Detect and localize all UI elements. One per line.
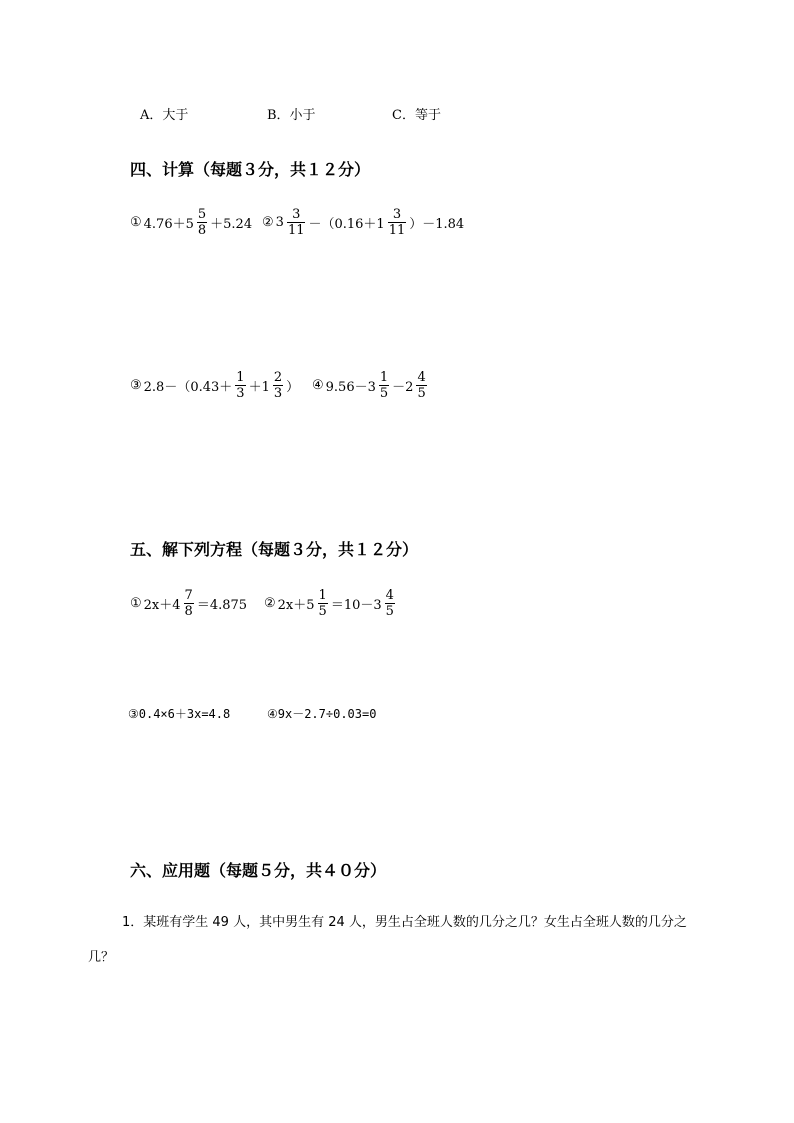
- numerator: 3: [292, 207, 301, 222]
- denominator: 8: [197, 223, 207, 238]
- fraction: [273, 371, 283, 400]
- denominator: 3: [273, 386, 283, 401]
- denominator: 5: [417, 386, 426, 401]
- numerator: 2: [273, 370, 283, 385]
- equation-2: [264, 589, 396, 618]
- expr-text: －（0.16＋1: [308, 217, 385, 232]
- denominator: 11: [388, 223, 406, 238]
- numerator: 1: [318, 588, 327, 603]
- numerator: 4: [385, 588, 394, 603]
- calc-problem-2: [262, 208, 466, 237]
- fraction: [385, 589, 395, 618]
- expr-text: 2.8－（0.43＋: [143, 380, 233, 395]
- equation-1: [130, 589, 249, 618]
- option-b: B．小于: [267, 108, 316, 123]
- calc-problem-4: [312, 371, 428, 400]
- fraction: [197, 208, 207, 237]
- section-6-title: 六、应用题（每题５分，共４０分）: [130, 861, 387, 880]
- fraction: [388, 208, 407, 237]
- section-5-title: 五、解下列方程（每题３分，共１２分）: [130, 540, 419, 559]
- denominator: 8: [184, 604, 193, 619]
- expr-text: －2: [392, 380, 414, 395]
- fraction: [318, 589, 328, 618]
- numerator: 1: [379, 370, 389, 385]
- equation-3: ③0.4×6＋3x=4.8: [128, 707, 231, 721]
- fraction: [379, 371, 389, 400]
- section-4-title: 四、计算（每题３分，共１２分）: [130, 160, 371, 179]
- fraction: [287, 208, 306, 237]
- problem-mark: ②: [262, 215, 274, 230]
- fraction: [416, 371, 426, 400]
- expr-text: ＝4.875: [196, 598, 248, 613]
- denominator: 5: [379, 386, 389, 401]
- denominator: 5: [318, 604, 327, 619]
- expr-text: ）－1.84: [409, 217, 465, 232]
- problem-mark: ③: [130, 378, 142, 393]
- expr-text: ＋1: [248, 380, 270, 395]
- numerator: 1: [236, 370, 245, 385]
- expr-text: 4.76＋5: [143, 217, 194, 232]
- problem-mark: ①: [130, 596, 142, 611]
- denominator: 3: [236, 386, 245, 401]
- fraction: [235, 371, 245, 400]
- calc-problem-3: [130, 371, 301, 400]
- equation-4: ④9x－2.7÷0.03=0: [267, 707, 377, 721]
- expr-text: 2x＋4: [143, 598, 181, 613]
- expr-text: 3: [275, 215, 284, 230]
- problem-mark: ②: [264, 596, 276, 611]
- numerator: 5: [197, 207, 207, 222]
- denominator: 5: [385, 604, 394, 619]
- calc-problem-1: [130, 208, 254, 237]
- numerator: 3: [392, 207, 402, 222]
- problem-mark: ①: [130, 215, 142, 230]
- expr-text: ＋5.24: [210, 217, 253, 232]
- expr-text: 9.56－3: [325, 380, 376, 395]
- denominator: 11: [287, 223, 305, 238]
- numerator: 4: [417, 370, 426, 385]
- word-problem-1: 1．某班有学生 49 人，其中男生有 24 人，男生占全班人数的几分之几？女生占全班人数的几分之几？: [88, 915, 687, 965]
- expr-text: ）: [286, 380, 300, 395]
- problem-mark: ④: [312, 378, 324, 393]
- expr-text: 2x＋5: [277, 598, 315, 613]
- option-a: A．大于: [140, 108, 189, 123]
- expr-text: ＝10－3: [330, 598, 382, 613]
- numerator: 7: [184, 588, 193, 603]
- fraction: [184, 589, 194, 618]
- option-c: C．等于: [392, 108, 441, 123]
